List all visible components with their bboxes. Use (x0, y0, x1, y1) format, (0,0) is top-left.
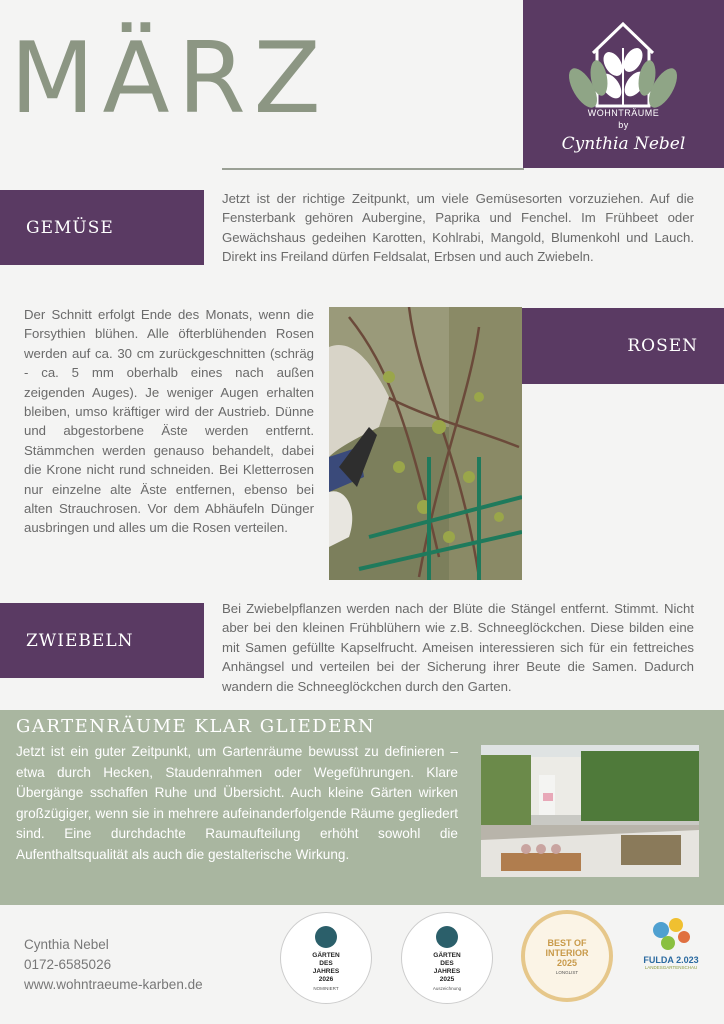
page-title: MÄRZ (10, 22, 329, 136)
badge-fulda (636, 915, 706, 1005)
contact-block (24, 935, 203, 995)
label-rosen: ROSEN (522, 308, 724, 384)
badge-best-of-interior (521, 910, 613, 1002)
text-rosen: Der Schnitt erfolgt Ende des Monats, wenn die Forsythien blühen. Alle öfterblühenden Rosen werden auf ca. 30 cm zurückgeschnitten (schräg - ca. 5 mm oberhalb eines nach außen zeigenden Auges). Je weniger Augen erhalten bleiben, umso kräftiger wird der Austrieb. Dünne und abgestorbene Äste werden entfernt. Stämmchen werden genauso behandelt, dabei die Krone nicht rund schneiden. Bei Kletterrosen nur einzelne alte Äste entfernen, ebenso bei alten Strauchrosen. Vor dem Abhäufeln Dünger ausbringen und alles um die Rosen verteilen. (24, 307, 314, 536)
header-divider (222, 168, 524, 170)
label-gemuese: GEMÜSE (0, 190, 204, 265)
house-plant-icon (523, 8, 724, 118)
badge-gaerten-2026 (280, 912, 372, 1004)
rose-pruning-photo (329, 307, 522, 580)
award-icon (436, 926, 458, 948)
badge-sub: LANDESGARTENSCHAU (644, 965, 698, 970)
badge-sub: NOMINIERT (313, 985, 339, 991)
badge-gaerten-2025 (401, 912, 493, 1004)
text-gemuese: Jetzt ist der richtige Zeitpunkt, um viele Gemüsesorten vorzuziehen. Auf die Fensterbank gehören Aubergine, Paprika und Fenchel. Im Frühbeet oder Gewächshaus gedeihen Karotten, Kohlrabi, Mangold, Blumenkohl und Lauch. Direkt ins Freiland dürfen Feldsalat, Erbsen und auch Zwiebeln. (222, 191, 694, 265)
label-gartenraeume: GARTENRÄUME KLAR GLIEDERN (16, 716, 376, 737)
logo-brand: WOHNTRÄUME (587, 108, 660, 118)
badge-sub: LONGLIST (555, 969, 579, 975)
text-gartenraeume: Jetzt ist ein guter Zeitpunkt, um Gartenräume bewusst zu definieren – etwa durch Hecken, Staudenrahmen oder Wegeführungen. Klare Übergänge sschaffen Ruhe und Übersicht. Auch kleine Gärten wirken großzügiger, wenn sie in mehrere aufeinanderfolgende Räume gegliedert sind. Eine durchdachte Raumaufteilung erhöht sowohl die Aufenthaltsqualität als auch die gestalterische Wirkung. (16, 744, 458, 862)
badge-sub: Auszeichnung (432, 985, 462, 991)
contact-name: Cynthia Nebel (24, 937, 109, 952)
badge-title: GÄRTEN DES JAHRES 2025 (433, 951, 461, 983)
flower-logo-icon (646, 915, 696, 955)
badge-title: GÄRTEN DES JAHRES 2026 (312, 951, 340, 983)
logo-by: by (618, 120, 629, 130)
logo-box (523, 0, 724, 168)
logo-signature: Cynthia Nebel (561, 134, 686, 154)
garden-photo (481, 745, 699, 877)
badge-title: FULDA 2.023 (643, 955, 699, 965)
contact-website: www.wohntraeume-karben.de (24, 977, 203, 992)
badge-title: BEST OF INTERIOR 2025 (545, 937, 589, 968)
contact-phone: 0172-6585026 (24, 957, 112, 972)
label-zwiebeln: ZWIEBELN (0, 603, 204, 678)
award-icon (315, 926, 337, 948)
text-zwiebeln: Bei Zwiebelpflanzen werden nach der Blüte die Stängel entfernt. Stimmt. Nicht aber bei den kleinen Frühblühern wie z.B. Schneeglöckchen. Diese bilden eine mit Samen gefüllte Kapselfrucht. Ameisen interessieren sich für ein fettreiches Anhängsel und verteilen bei der Sicherung ihrer Beute die Samen. Dadurch wandern die Schneeglöckchen durch den Garten. (222, 601, 694, 694)
